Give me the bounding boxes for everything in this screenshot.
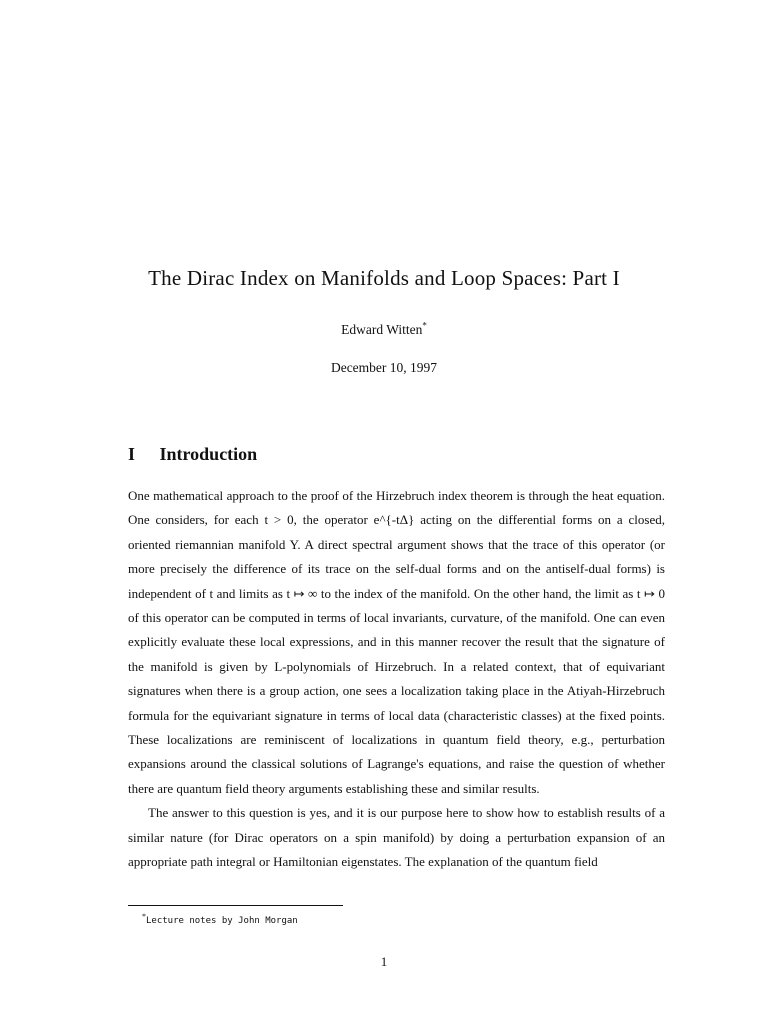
paragraph-2: The answer to this question is yes, and it is our purpose here to show how to establish results of a similar nature (for Dirac operators on a spin manifold) by doing a perturbation expansion of an appropriate path integral or Hamiltonian eigenstates. The explanation of the quantum field [128,805,665,870]
paper-title: The Dirac Index on Manifolds and Loop Spaces: Part I [148,266,620,290]
author-name: Edward Witten [341,322,423,337]
author-line [0,322,768,338]
section-heading [128,444,257,465]
paragraph-1: One mathematical approach to the proof of the Hirzebruch index theorem is through the heat equation. One considers, for each t > 0, the operator e^{-tΔ} acting on the differential forms on a closed, oriented riemannian manifold Y. A direct spectral argument shows that the trace of this operator (or more precisely the difference of its trace on the self-dual forms and on the antiself-dual forms) is independent of t and limits as t ↦ ∞ to the index of the manifold. On the other hand, the limit as t ↦ 0 of this operator can be computed in terms of local invariants, curvature, of the manifold. One can even explicitly evaluate these local expressions, and in this manner recover the result that the signature of the manifold is given by L-polynomials of Hirzebruch. In a related context, that of equivariant signatures when there is a group action, one sees a localization taking place in the Atiyah-Hirzebruch formula for the equivariant signature in terms of local data (characteristic classes) at the fixed points. These localizations are reminiscent of localizations in quantum field theory, e.g., perturbation expansions around the classical solutions of Lagrange's equations, and raise the question of whether there are quantum field theory arguments establishing these and similar results. [128,488,665,796]
footnote-rule [128,905,343,906]
paper-date: December 10, 1997 [330,360,438,375]
footnote [142,912,298,926]
page-number: 1 [380,954,388,969]
footnote-mark: * [142,912,146,921]
section-title: Introduction [159,444,258,464]
section-number: I [128,444,136,464]
footnote-text: Lecture notes by John Morgan [146,916,298,926]
author-footnote-mark: * [422,320,427,331]
body-text [128,484,665,875]
